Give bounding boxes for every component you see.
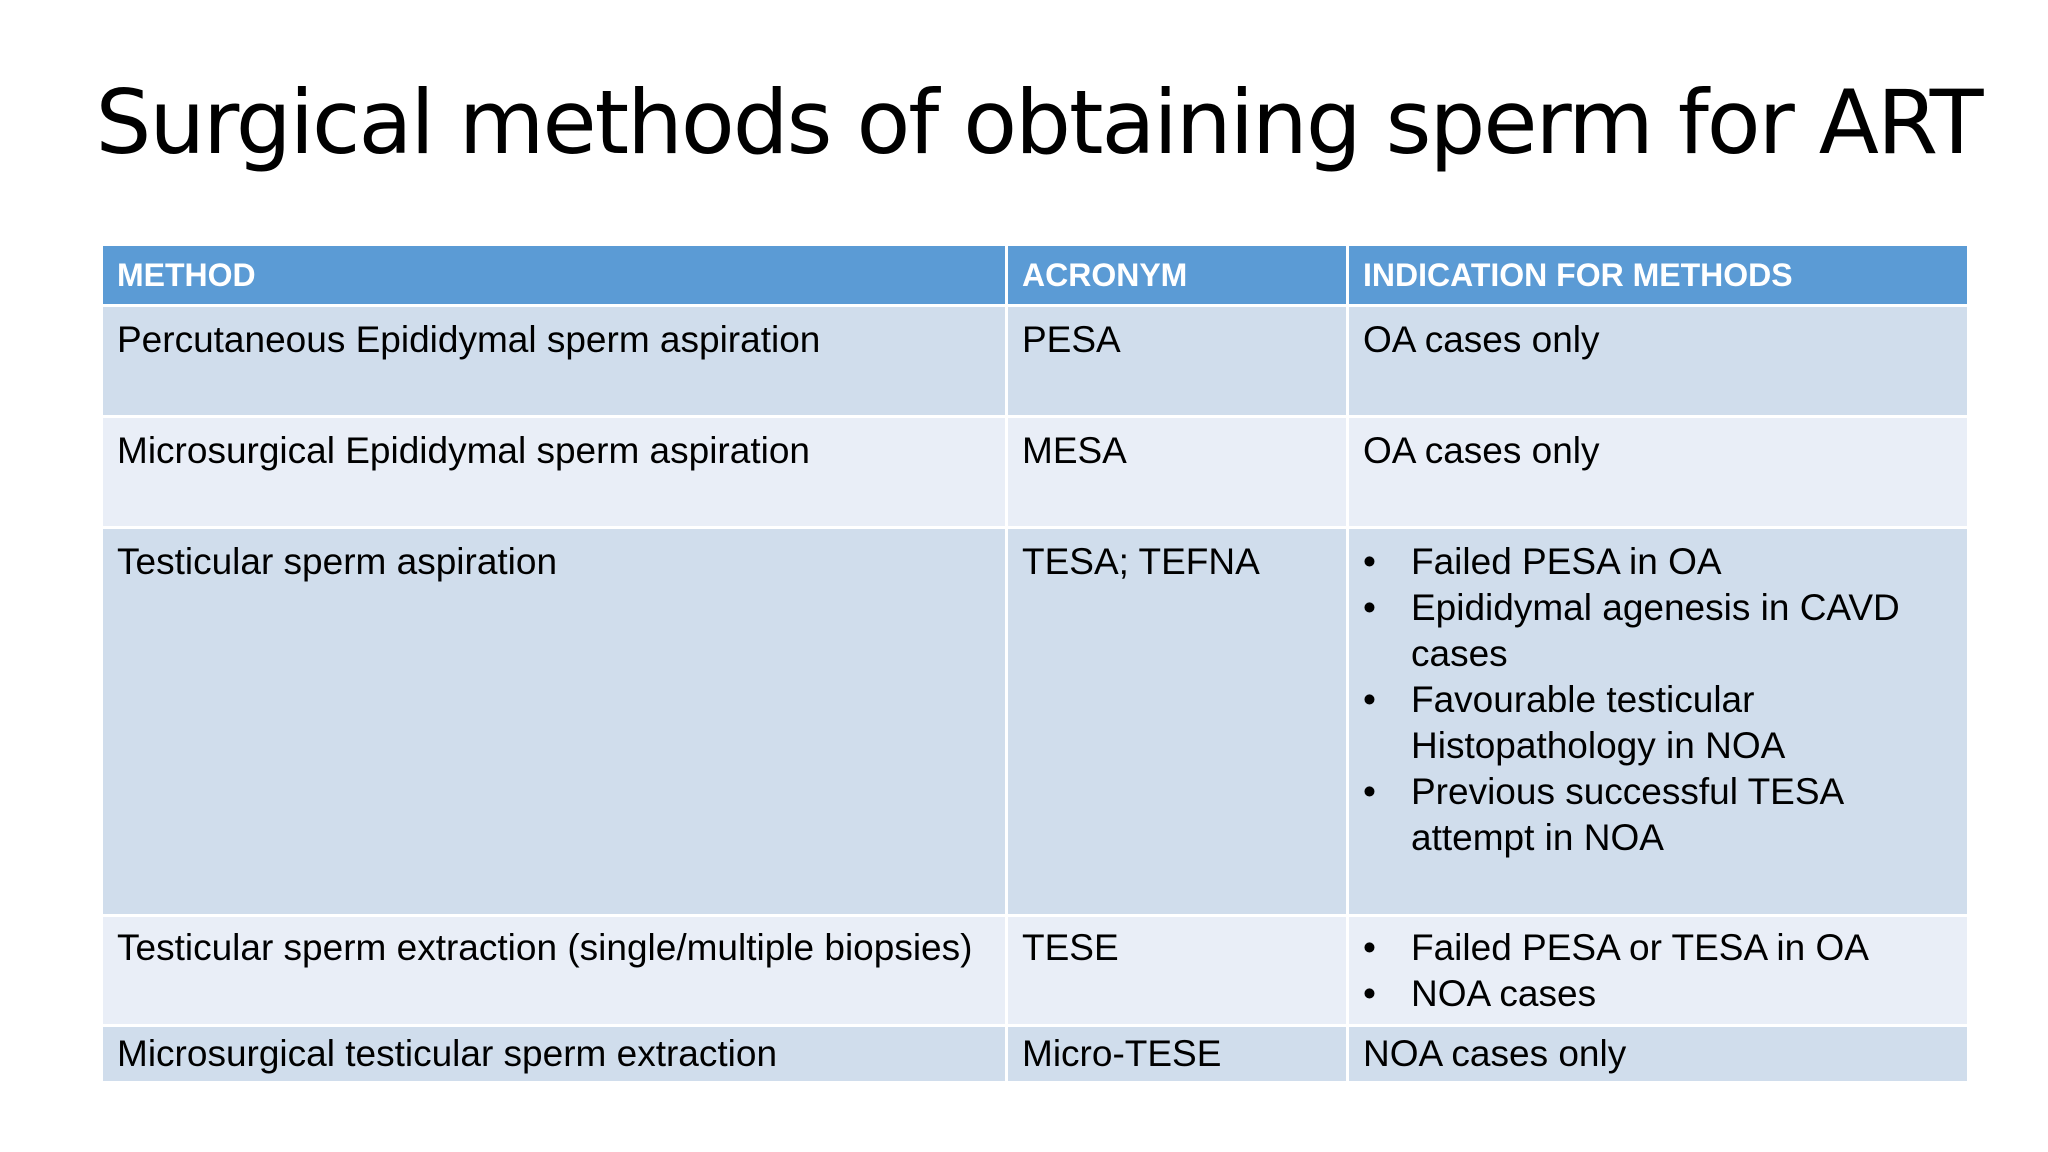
list-item: [1363, 539, 1953, 585]
indication-cell: [1348, 916, 1969, 1026]
indication-cell: NOA cases only: [1348, 1026, 1969, 1083]
bullet-icon: •: [1363, 973, 1376, 1014]
table-row: [102, 528, 1969, 916]
method-cell: Testicular sperm extraction (single/multiple biopsies): [102, 916, 1007, 1026]
header-method: METHOD: [102, 245, 1007, 306]
bullet-text: NOA cases: [1411, 973, 1597, 1014]
header-acronym: ACRONYM: [1007, 245, 1348, 306]
indications-table: [100, 243, 1967, 1084]
bullet-icon: •: [1363, 771, 1376, 812]
table-row: [102, 916, 1969, 1026]
table-row: [102, 417, 1969, 528]
table-row: [102, 1026, 1969, 1083]
method-cell: Testicular sperm aspiration: [102, 528, 1007, 916]
table-header-row: [102, 245, 1969, 306]
bullet-text: Failed PESA or TESA in OA: [1411, 927, 1869, 968]
list-item: [1363, 925, 1953, 971]
list-item: [1363, 971, 1953, 1017]
bullet-text: Favourable testicular Histopathology in NOA: [1411, 679, 1786, 766]
table-row: [102, 306, 1969, 417]
method-cell: Microsurgical testicular sperm extraction: [102, 1026, 1007, 1083]
acronym-cell: TESA; TEFNA: [1007, 528, 1348, 916]
bullet-icon: •: [1363, 587, 1376, 628]
acronym-cell: MESA: [1007, 417, 1348, 528]
bullet-text: Previous successful TESA attempt in NOA: [1411, 771, 1843, 858]
indication-bullet-list: [1363, 539, 1953, 861]
acronym-cell: TESE: [1007, 916, 1348, 1026]
method-cell: Percutaneous Epididymal sperm aspiration: [102, 306, 1007, 417]
bullet-icon: •: [1363, 541, 1376, 582]
indication-bullet-list: [1363, 925, 1953, 1017]
bullet-icon: •: [1363, 679, 1376, 720]
method-cell: Microsurgical Epididymal sperm aspiration: [102, 417, 1007, 528]
slide-title: Surgical methods of obtaining sperm for ART: [95, 71, 1982, 174]
bullet-icon: •: [1363, 927, 1376, 968]
list-item: [1363, 677, 1953, 769]
bullet-text: Epididymal agenesis in CAVD cases: [1411, 587, 1900, 674]
indication-cell: [1348, 528, 1969, 916]
header-indication: INDICATION FOR METHODS: [1348, 245, 1969, 306]
indication-cell: OA cases only: [1348, 417, 1969, 528]
acronym-cell: Micro-TESE: [1007, 1026, 1348, 1083]
bullet-text: Failed PESA in OA: [1411, 541, 1722, 582]
list-item: [1363, 585, 1953, 677]
list-item: [1363, 769, 1953, 861]
indication-cell: OA cases only: [1348, 306, 1969, 417]
acronym-cell: PESA: [1007, 306, 1348, 417]
